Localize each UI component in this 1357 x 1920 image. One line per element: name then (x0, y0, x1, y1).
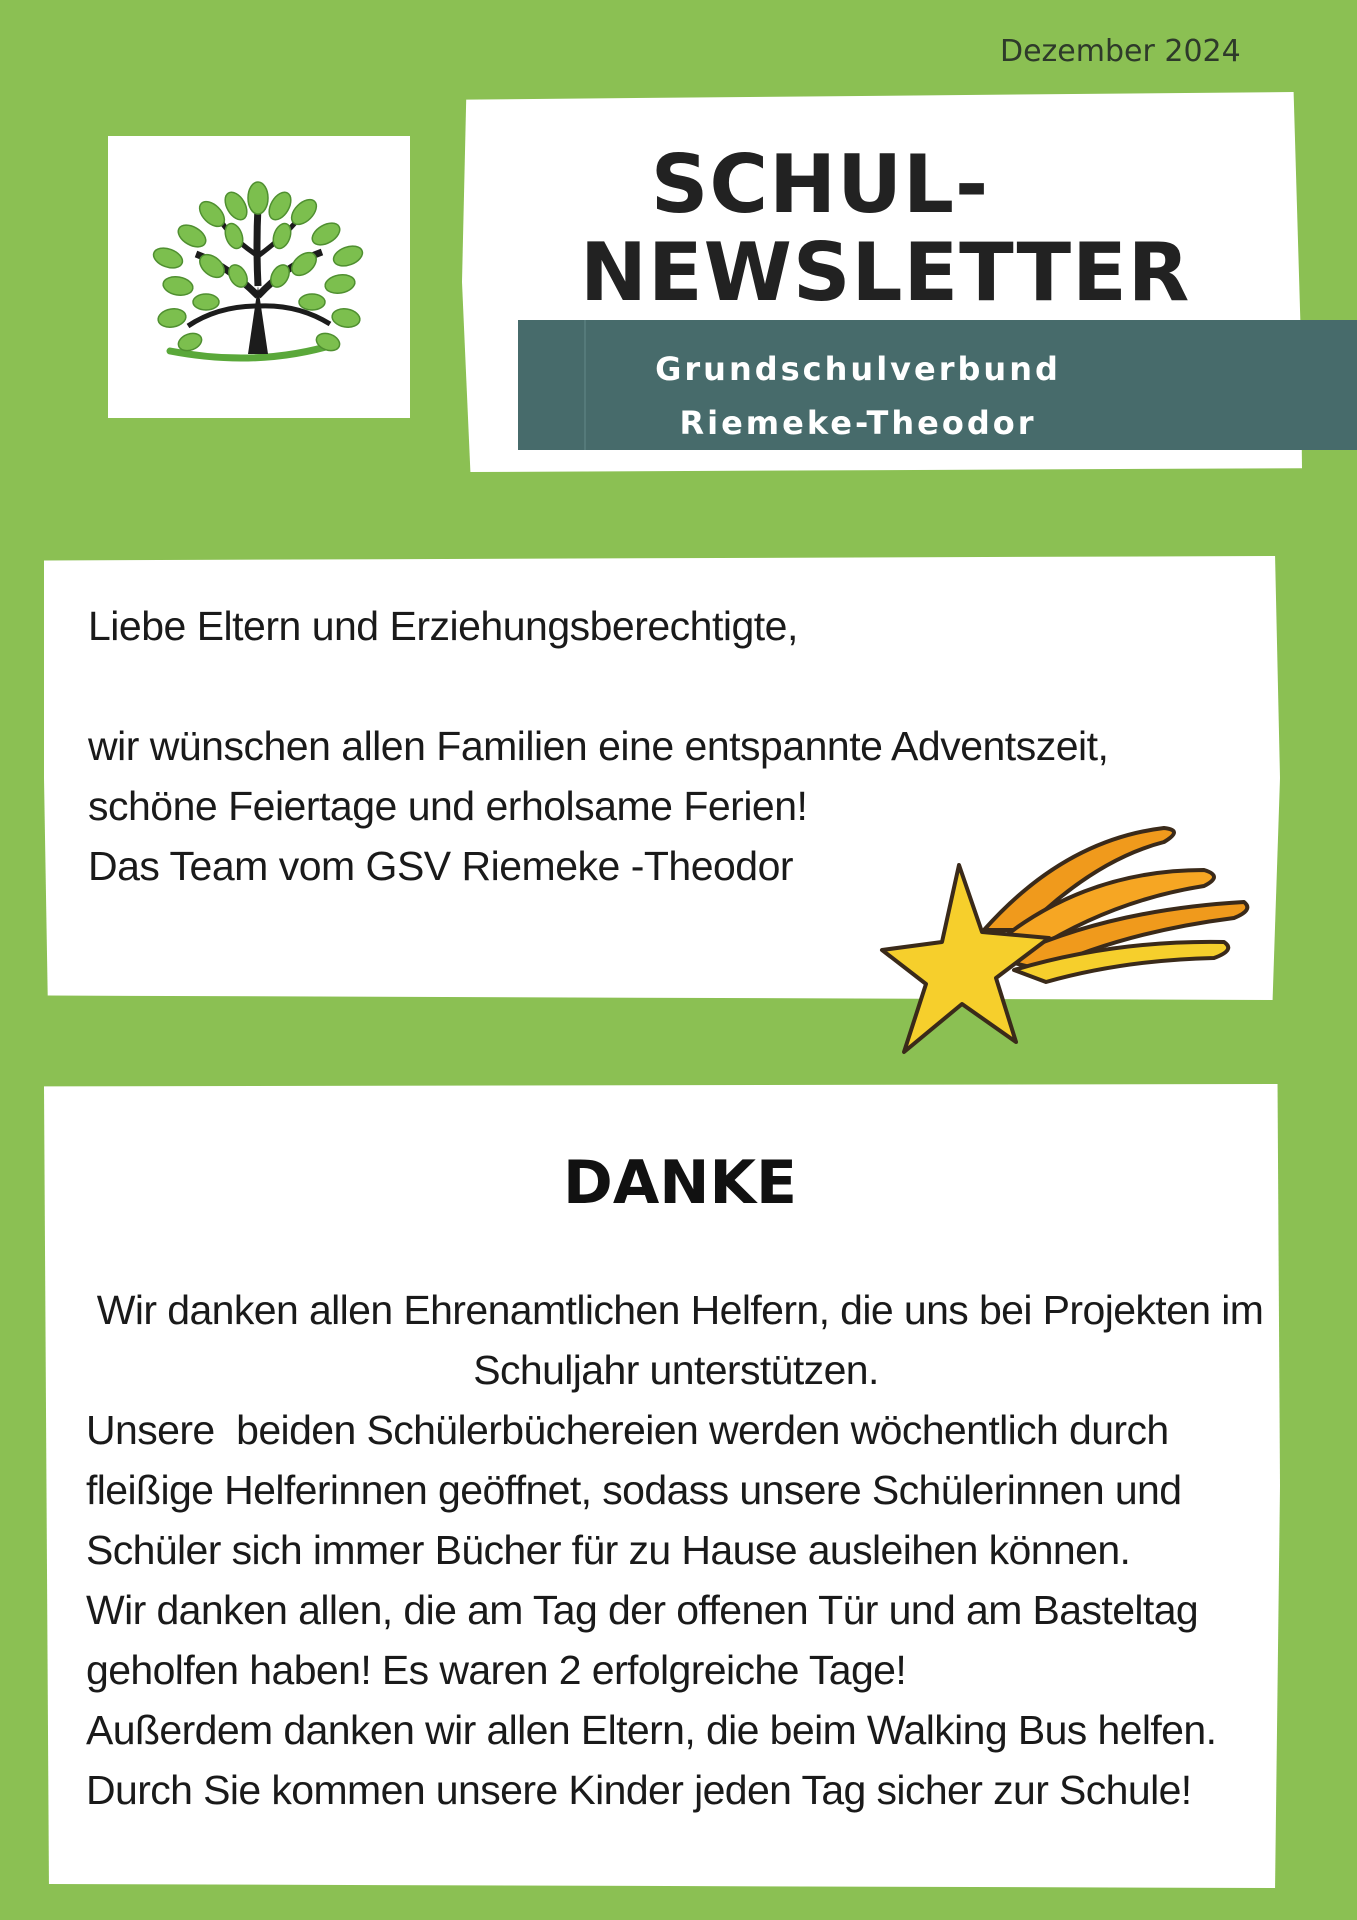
greeting-salutation: Liebe Eltern und Erziehungsberechtigte, (88, 603, 798, 649)
school-banner (518, 320, 1357, 450)
shooting-star-icon (874, 820, 1254, 1070)
danke-line: Durch Sie kommen unsere Kinder jeden Tag sicher zur Schule! (86, 1767, 1192, 1813)
danke-line: Schuljahr unterstützen. (473, 1347, 879, 1393)
danke-line: Schüler sich immer Bücher für zu Hause ausleihen können. (86, 1527, 1131, 1573)
title-line-2: NEWSLETTER (580, 226, 1191, 319)
title-line-1: SCHUL- (650, 138, 990, 231)
danke-line: Unsere beiden Schülerbüchereien werden wöchentlich durch (86, 1407, 1169, 1453)
newsletter-title (580, 138, 1191, 319)
greeting-signature: Das Team vom GSV Riemeke -Theodor (88, 843, 794, 889)
greeting-line: schöne Feiertage und erholsame Ferien! (88, 783, 808, 829)
danke-line: Außerdem danken wir allen Eltern, die beim Walking Bus helfen. (86, 1707, 1217, 1753)
danke-text (86, 1280, 1286, 1820)
greeting-line: wir wünschen allen Familien eine entspannte Adventszeit, (88, 723, 1109, 769)
danke-line: geholfen haben! Es waren 2 erfolgreiche Tage! (86, 1647, 907, 1693)
danke-heading: DANKE (563, 1148, 797, 1218)
danke-line: Wir danken allen Ehrenamtlichen Helfern, die uns bei Projekten im (86, 1287, 1264, 1333)
tree-icon (108, 136, 410, 418)
school-name (638, 342, 1078, 450)
danke-line: fleißige Helferinnen geöffnet, sodass unsere Schülerinnen und (86, 1467, 1182, 1513)
school-name-line-1: Grundschulverbund (655, 350, 1061, 388)
banner-seam (584, 320, 586, 450)
newsletter-date: Dezember 2024 (1000, 34, 1241, 69)
danke-line: Wir danken allen, die am Tag der offenen Tür und am Basteltag (86, 1587, 1199, 1633)
school-logo (108, 136, 410, 418)
school-name-line-2: Riemeke-Theodor (679, 404, 1037, 442)
